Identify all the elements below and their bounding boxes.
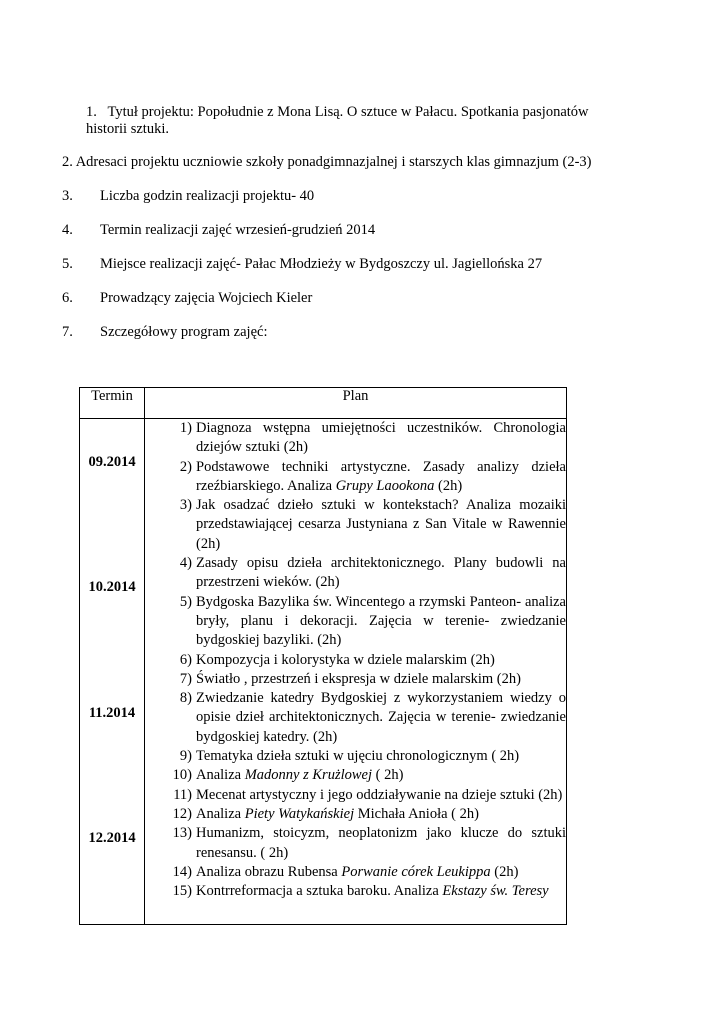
plan-item-work-title: Ekstazy św. Teresy xyxy=(442,883,549,900)
plan-item-text: Podstawowe techniki artystyczne. Zasady analizy dzieła rzeźbiarskiego. Analiza xyxy=(196,458,566,494)
item-number: 6. xyxy=(62,290,73,306)
plan-item-number: 5) xyxy=(179,593,192,610)
plan-item xyxy=(145,882,566,901)
term-line xyxy=(62,222,376,239)
plan-item-number: 1) xyxy=(179,420,192,436)
plan-item-text: Analiza obrazu Rubensa xyxy=(196,863,342,880)
plan-item xyxy=(145,554,566,593)
plan-item-text: Diagnoza wstępna umiejętności uczestników. Chronologia dziejów sztuki (2h) xyxy=(196,420,566,456)
item-text: Liczba godzin realizacji projektu- 40 xyxy=(100,188,315,204)
month-label: 12.2014 xyxy=(88,830,136,846)
plan-item-text: Kontrreformacja a sztuka baroku. Analiza xyxy=(196,883,443,900)
plan-list xyxy=(145,419,566,901)
termin-column xyxy=(80,419,145,925)
plan-item-text: Bydgoska Bazylika św. Wincentego a rzymski Panteon- analiza bryły, planu i dekoracji. Zajęcia w terenie- zwiedzanie bydgoskiej bazyliki. (2h) xyxy=(196,593,566,649)
leader-line xyxy=(62,290,313,307)
item-text: Termin realizacji zajęć wrzesień-grudzień 2014 xyxy=(100,222,376,238)
project-title-line xyxy=(86,104,589,121)
item-number: 2. xyxy=(62,154,73,170)
recipients-line xyxy=(62,154,592,171)
plan-item-number: 9) xyxy=(179,748,192,765)
plan-item-text: Jak osadzać dzieło sztuki w kontekstach? Analiza mozaiki przedstawiającej cesarza Justyniana z San Vitale w Rawennie (2h) xyxy=(196,497,566,552)
plan-item-text: Kompozycja i kolorystyka w dziele malarskim (2h) xyxy=(196,651,495,668)
item-number: 1. xyxy=(86,104,97,120)
plan-item-number: 12) xyxy=(172,805,192,822)
program-table xyxy=(79,387,567,925)
plan-item xyxy=(145,786,566,805)
plan-item-number: 14) xyxy=(172,863,192,880)
item-text: Prowadzący zajęcia Wojciech Kieler xyxy=(100,290,313,306)
plan-item-text: Zasady opisu dzieła architektonicznego. Plany budowli na przestrzeni wieków. (2h) xyxy=(196,555,566,591)
month-label: 11.2014 xyxy=(88,705,136,721)
plan-item xyxy=(145,689,566,747)
item-text: Miejsce realizacji zajęć- Pałac Młodzieży w Bydgoszczy ul. Jagiellońska 27 xyxy=(100,256,543,272)
plan-item xyxy=(145,593,566,651)
plan-item xyxy=(145,747,566,766)
plan-item-text-end: ( 2h) xyxy=(372,767,404,784)
plan-item xyxy=(145,419,566,458)
plan-item-number: 7) xyxy=(179,670,192,687)
plan-item-number: 8) xyxy=(179,690,192,707)
plan-column xyxy=(145,419,567,925)
plan-item-text-end: (2h) xyxy=(434,477,463,494)
month-label: 10.2014 xyxy=(88,579,136,595)
month-label: 09.2014 xyxy=(88,454,136,470)
hours-line xyxy=(62,188,315,205)
plan-item xyxy=(145,670,566,689)
plan-item-text: Tematyka dzieła sztuki w ujęciu chronologicznym ( 2h) xyxy=(196,748,520,765)
item-number: 5. xyxy=(62,256,73,272)
plan-item-work-title: Grupy Laookona xyxy=(335,477,435,494)
item-text: Adresaci projektu uczniowie szkoły ponadgimnazjalnej i starszych klas gimnazjum (2-3) xyxy=(75,154,592,170)
header-termin: Termin xyxy=(80,388,145,419)
plan-item xyxy=(145,651,566,670)
item-number: 3. xyxy=(62,188,73,204)
item-number: 4. xyxy=(62,222,73,238)
plan-item-text-end: (2h) xyxy=(490,863,519,880)
header-plan: Plan xyxy=(145,388,567,419)
plan-item-number: 10) xyxy=(172,767,192,784)
plan-item xyxy=(145,805,566,824)
plan-item-text: Analiza xyxy=(196,805,245,822)
plan-item-text-end: Michała Anioła ( 2h) xyxy=(354,805,479,822)
plan-item-text: Mecenat artystyczny i jego oddziaływanie na dzieje sztuki (2h) xyxy=(196,786,563,803)
item-text: Szczegółowy program zajęć: xyxy=(100,324,268,340)
plan-item-text: Światło , przestrzeń i ekspresja w dziele malarskim (2h) xyxy=(196,670,521,687)
plan-item-text: Humanizm, stoicyzm, neoplatonizm jako klucze do sztuki renesansu. ( 2h) xyxy=(196,825,566,861)
plan-item-number: 6) xyxy=(179,651,192,668)
project-title-continuation: historii sztuki. xyxy=(86,121,169,137)
plan-item-text: Zwiedzanie katedry Bydgoskiej z wykorzystaniem wiedzy o opisie dzieł architektonicznych. Zajęcia w terenie- zwiedzanie bydgoskiej katedry. (2h) xyxy=(196,690,566,745)
plan-item-number: 13) xyxy=(172,825,192,842)
program-line xyxy=(62,324,268,341)
table-body-row xyxy=(80,419,567,925)
plan-item-number: 15) xyxy=(172,883,192,900)
table-header-row xyxy=(80,388,567,419)
plan-item xyxy=(145,458,566,497)
item-text: Tytuł projektu: Popołudnie z Mona Lisą. O sztuce w Pałacu. Spotkania pasjonatów xyxy=(107,104,589,120)
plan-item-work-title: Porwanie córek Leukippa xyxy=(341,863,491,880)
item-number: 7. xyxy=(62,324,73,340)
place-line xyxy=(62,256,543,273)
plan-item xyxy=(145,766,566,785)
plan-item xyxy=(145,496,566,554)
plan-item-number: 11) xyxy=(173,786,192,803)
plan-item-number: 4) xyxy=(179,555,192,572)
plan-item-work-title: Madonny z Krużlowej xyxy=(244,767,372,784)
plan-item-number: 3) xyxy=(179,497,192,514)
plan-item xyxy=(145,863,566,882)
plan-item xyxy=(145,824,566,863)
plan-item-work-title: Piety Watykańskiej xyxy=(244,805,355,822)
plan-item-text: Analiza xyxy=(196,767,245,784)
plan-item-number: 2) xyxy=(179,458,192,475)
